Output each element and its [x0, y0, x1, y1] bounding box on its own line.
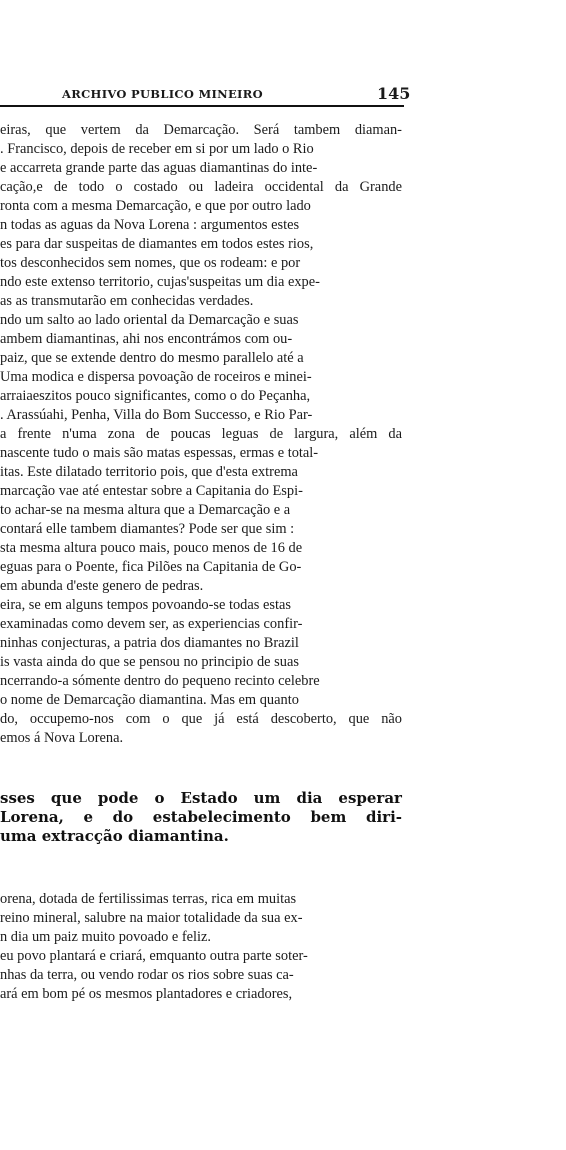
text-line: eguas para o Poente, fica Pilões na Capitania de Go- — [0, 559, 302, 575]
text-line: contará elle tambem diamantes? Pode ser que sim : — [0, 521, 295, 537]
text-line: arraiaeszitos pouco significantes, como o do Peçanha, — [0, 388, 311, 404]
text-line: ará em bom pé os mesmos plantadores e criadores, — [0, 986, 293, 1002]
text-line: . Francisco, depois de receber em si por um lado o Rio — [0, 141, 314, 157]
text-line: nhas da terra, ou vendo rodar os rios sobre suas ca- — [0, 967, 294, 983]
text-line: es para dar suspeitas de diamantes em todos estes rios, — [0, 236, 314, 252]
page-header — [0, 83, 566, 109]
heading-line: sses que pode o Estado um dia esperar — [0, 789, 402, 807]
text-line: examinadas como devem ser, as experiencias confir- — [0, 616, 303, 632]
text-line: a frente n'uma zona de poucas leguas de largura, além da — [0, 426, 402, 442]
text-line: ambem diamantinas, ahi nos encontrámos com ou- — [0, 331, 293, 347]
text-line: eira, se em alguns tempos povoando-se todas estas — [0, 597, 291, 613]
text-line: is vasta ainda do que se pensou no principio de suas — [0, 654, 299, 670]
text-line: orena, dotada de fertilissimas terras, rica em muitas — [0, 891, 297, 907]
text-line: sta mesma altura pouco mais, pouco menos de 16 de — [0, 540, 303, 556]
text-line: emos á Nova Lorena. — [0, 730, 124, 746]
text-line: Uma modica e dispersa povoação de roceiros e minei- — [0, 369, 312, 385]
text-line: e accarreta grande parte das aguas diamantinas do inte- — [0, 160, 318, 176]
text-line: o nome de Demarcação diamantina. Mas em quanto — [0, 692, 299, 708]
text-line: ncerrando-a sómente dentro do pequeno recinto celebre — [0, 673, 320, 689]
text-line: eiras, que vertem da Demarcação. Será tambem diaman- — [0, 122, 402, 138]
text-line: ninhas conjecturas, a patria dos diamantes no Brazil — [0, 635, 299, 651]
text-line: do, occupemo-nos com o que já está descoberto, que não — [0, 711, 402, 727]
text-line: paiz, que se extende dentro do mesmo parallelo até a — [0, 350, 304, 366]
text-line: marcação vae até entestar sobre a Capitania do Espi- — [0, 483, 303, 499]
text-line: itas. Este dilatado territorio pois, que d'esta extrema — [0, 464, 298, 480]
text-line: nascente tudo o mais são matas espessas, ermas e total- — [0, 445, 319, 461]
text-line: reino mineral, salubre na maior totalidade da sua ex- — [0, 910, 303, 926]
text-line: ronta com a mesma Demarcação, e que por outro lado — [0, 198, 311, 214]
text-line: n dia um paiz muito povoado e feliz. — [0, 929, 212, 945]
text-line: tos desconhecidos sem nomes, que os rodeam: e por — [0, 255, 301, 271]
text-line: to achar-se na mesma altura que a Demarcação e a — [0, 502, 291, 518]
text-line: n todas as aguas da Nova Lorena : argumentos estes — [0, 217, 300, 233]
text-line: as as transmutarão em conhecidas verdades. — [0, 293, 254, 309]
text-line: ndo um salto ao lado oriental da Demarcação e suas — [0, 312, 299, 328]
text-line: cação,e de todo o costado ou ladeira occidental da Grande — [0, 179, 402, 195]
text-line: ndo este extenso territorio, cujas'suspeitas um dia expe- — [0, 274, 320, 290]
header-rule — [0, 105, 404, 107]
page-number: 145 — [377, 84, 411, 103]
running-title: ARCHIVO PUBLICO MINEIRO — [62, 87, 263, 101]
text-line: eu povo plantará e criará, emquanto outra parte soter- — [0, 948, 308, 964]
text-line: . Arassúahi, Penha, Villa do Bom Successo, e Rio Par- — [0, 407, 313, 423]
heading-line: Lorena, e do estabelecimento bem diri- — [0, 808, 403, 826]
heading-line: uma extracção diamantina. — [0, 827, 229, 845]
text-line: em abunda d'este genero de pedras. — [0, 578, 204, 594]
